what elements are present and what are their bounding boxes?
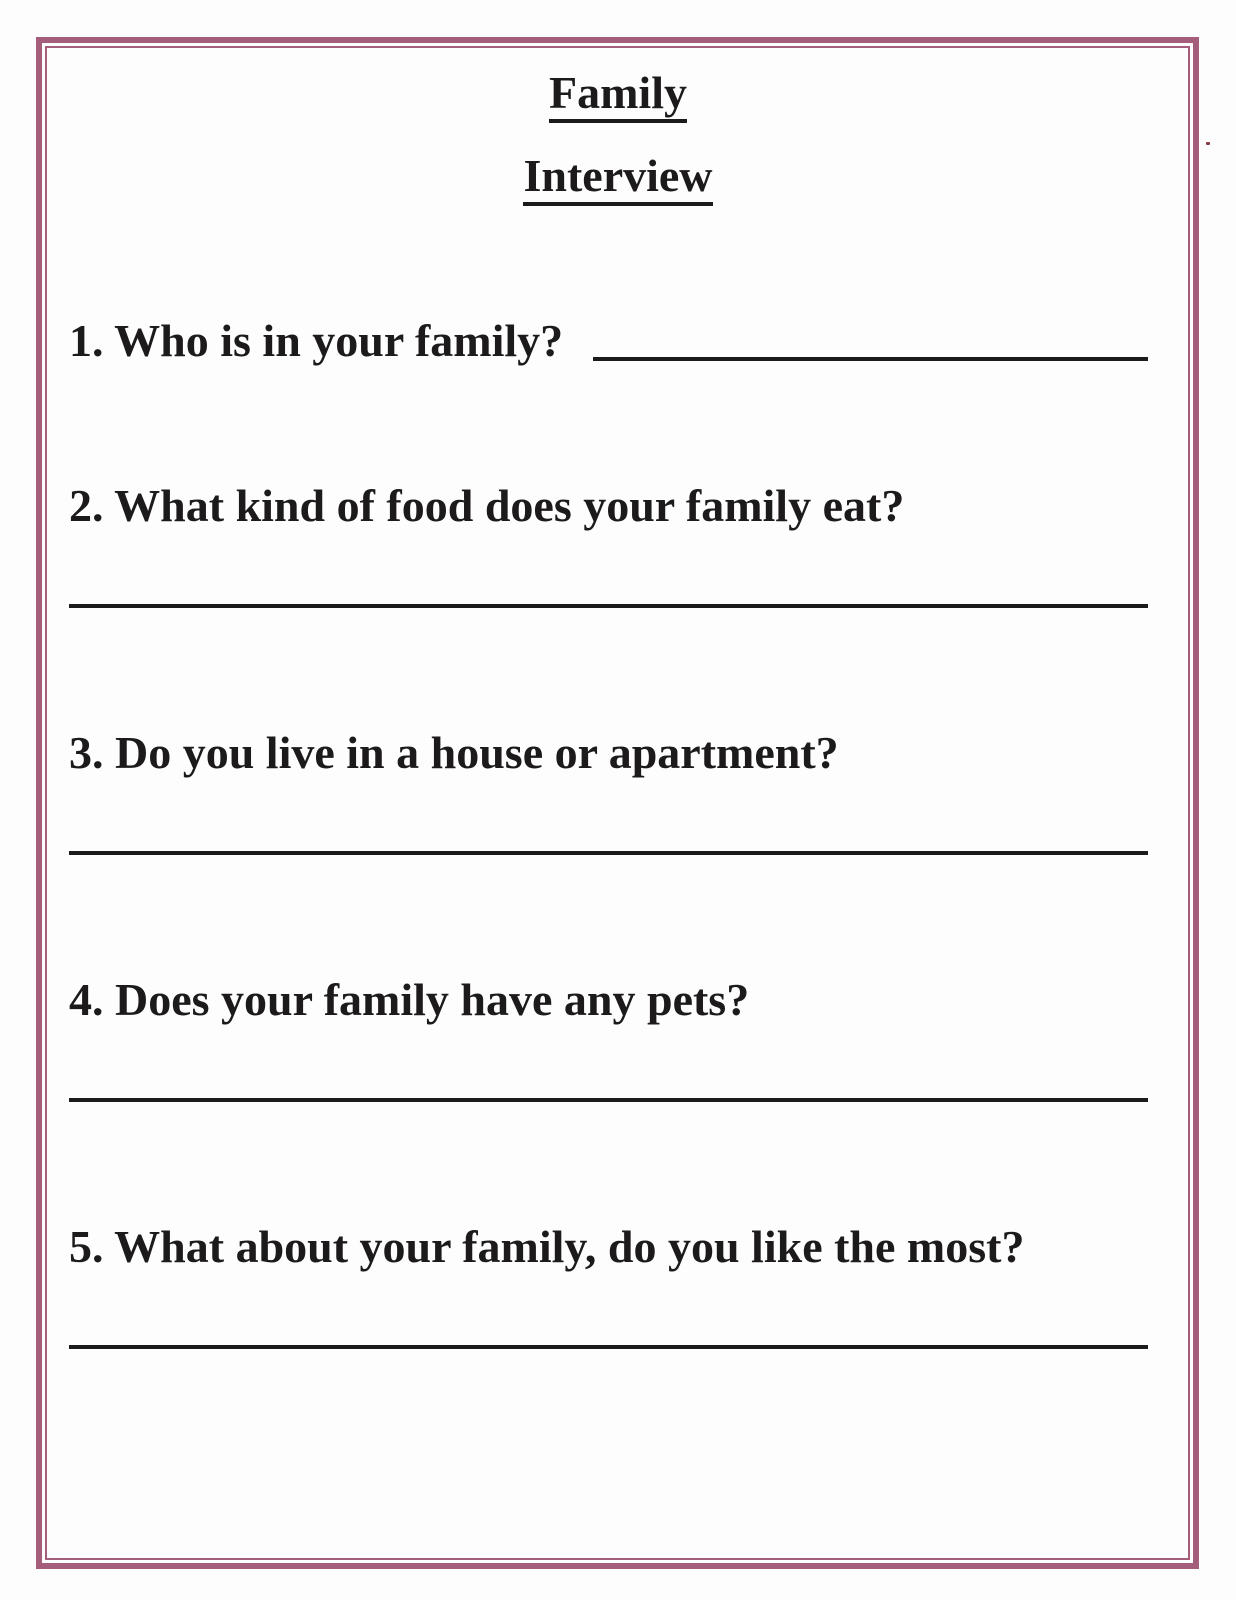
- question-3: 3. Do you live in a house or apartment?: [69, 727, 839, 778]
- question-4: 4. Does your family have any pets?: [69, 974, 750, 1025]
- answer-line-5[interactable]: [69, 1345, 1148, 1349]
- answer-line-4[interactable]: [69, 1098, 1148, 1102]
- worksheet-title-line2: Interview: [0, 153, 1236, 199]
- page-border-inner: [45, 46, 1190, 1560]
- question-2: 2. What kind of food does your family eat?: [69, 480, 905, 531]
- question-5: 5. What about your family, do you like the most?: [69, 1221, 1025, 1272]
- answer-line-2[interactable]: [69, 604, 1148, 608]
- question-1: 1. Who is in your family?: [69, 315, 564, 366]
- scan-speck: [1206, 142, 1210, 145]
- answer-line-1[interactable]: [593, 357, 1148, 361]
- answer-line-3[interactable]: [69, 851, 1148, 855]
- worksheet-title-line1: Family: [0, 70, 1236, 116]
